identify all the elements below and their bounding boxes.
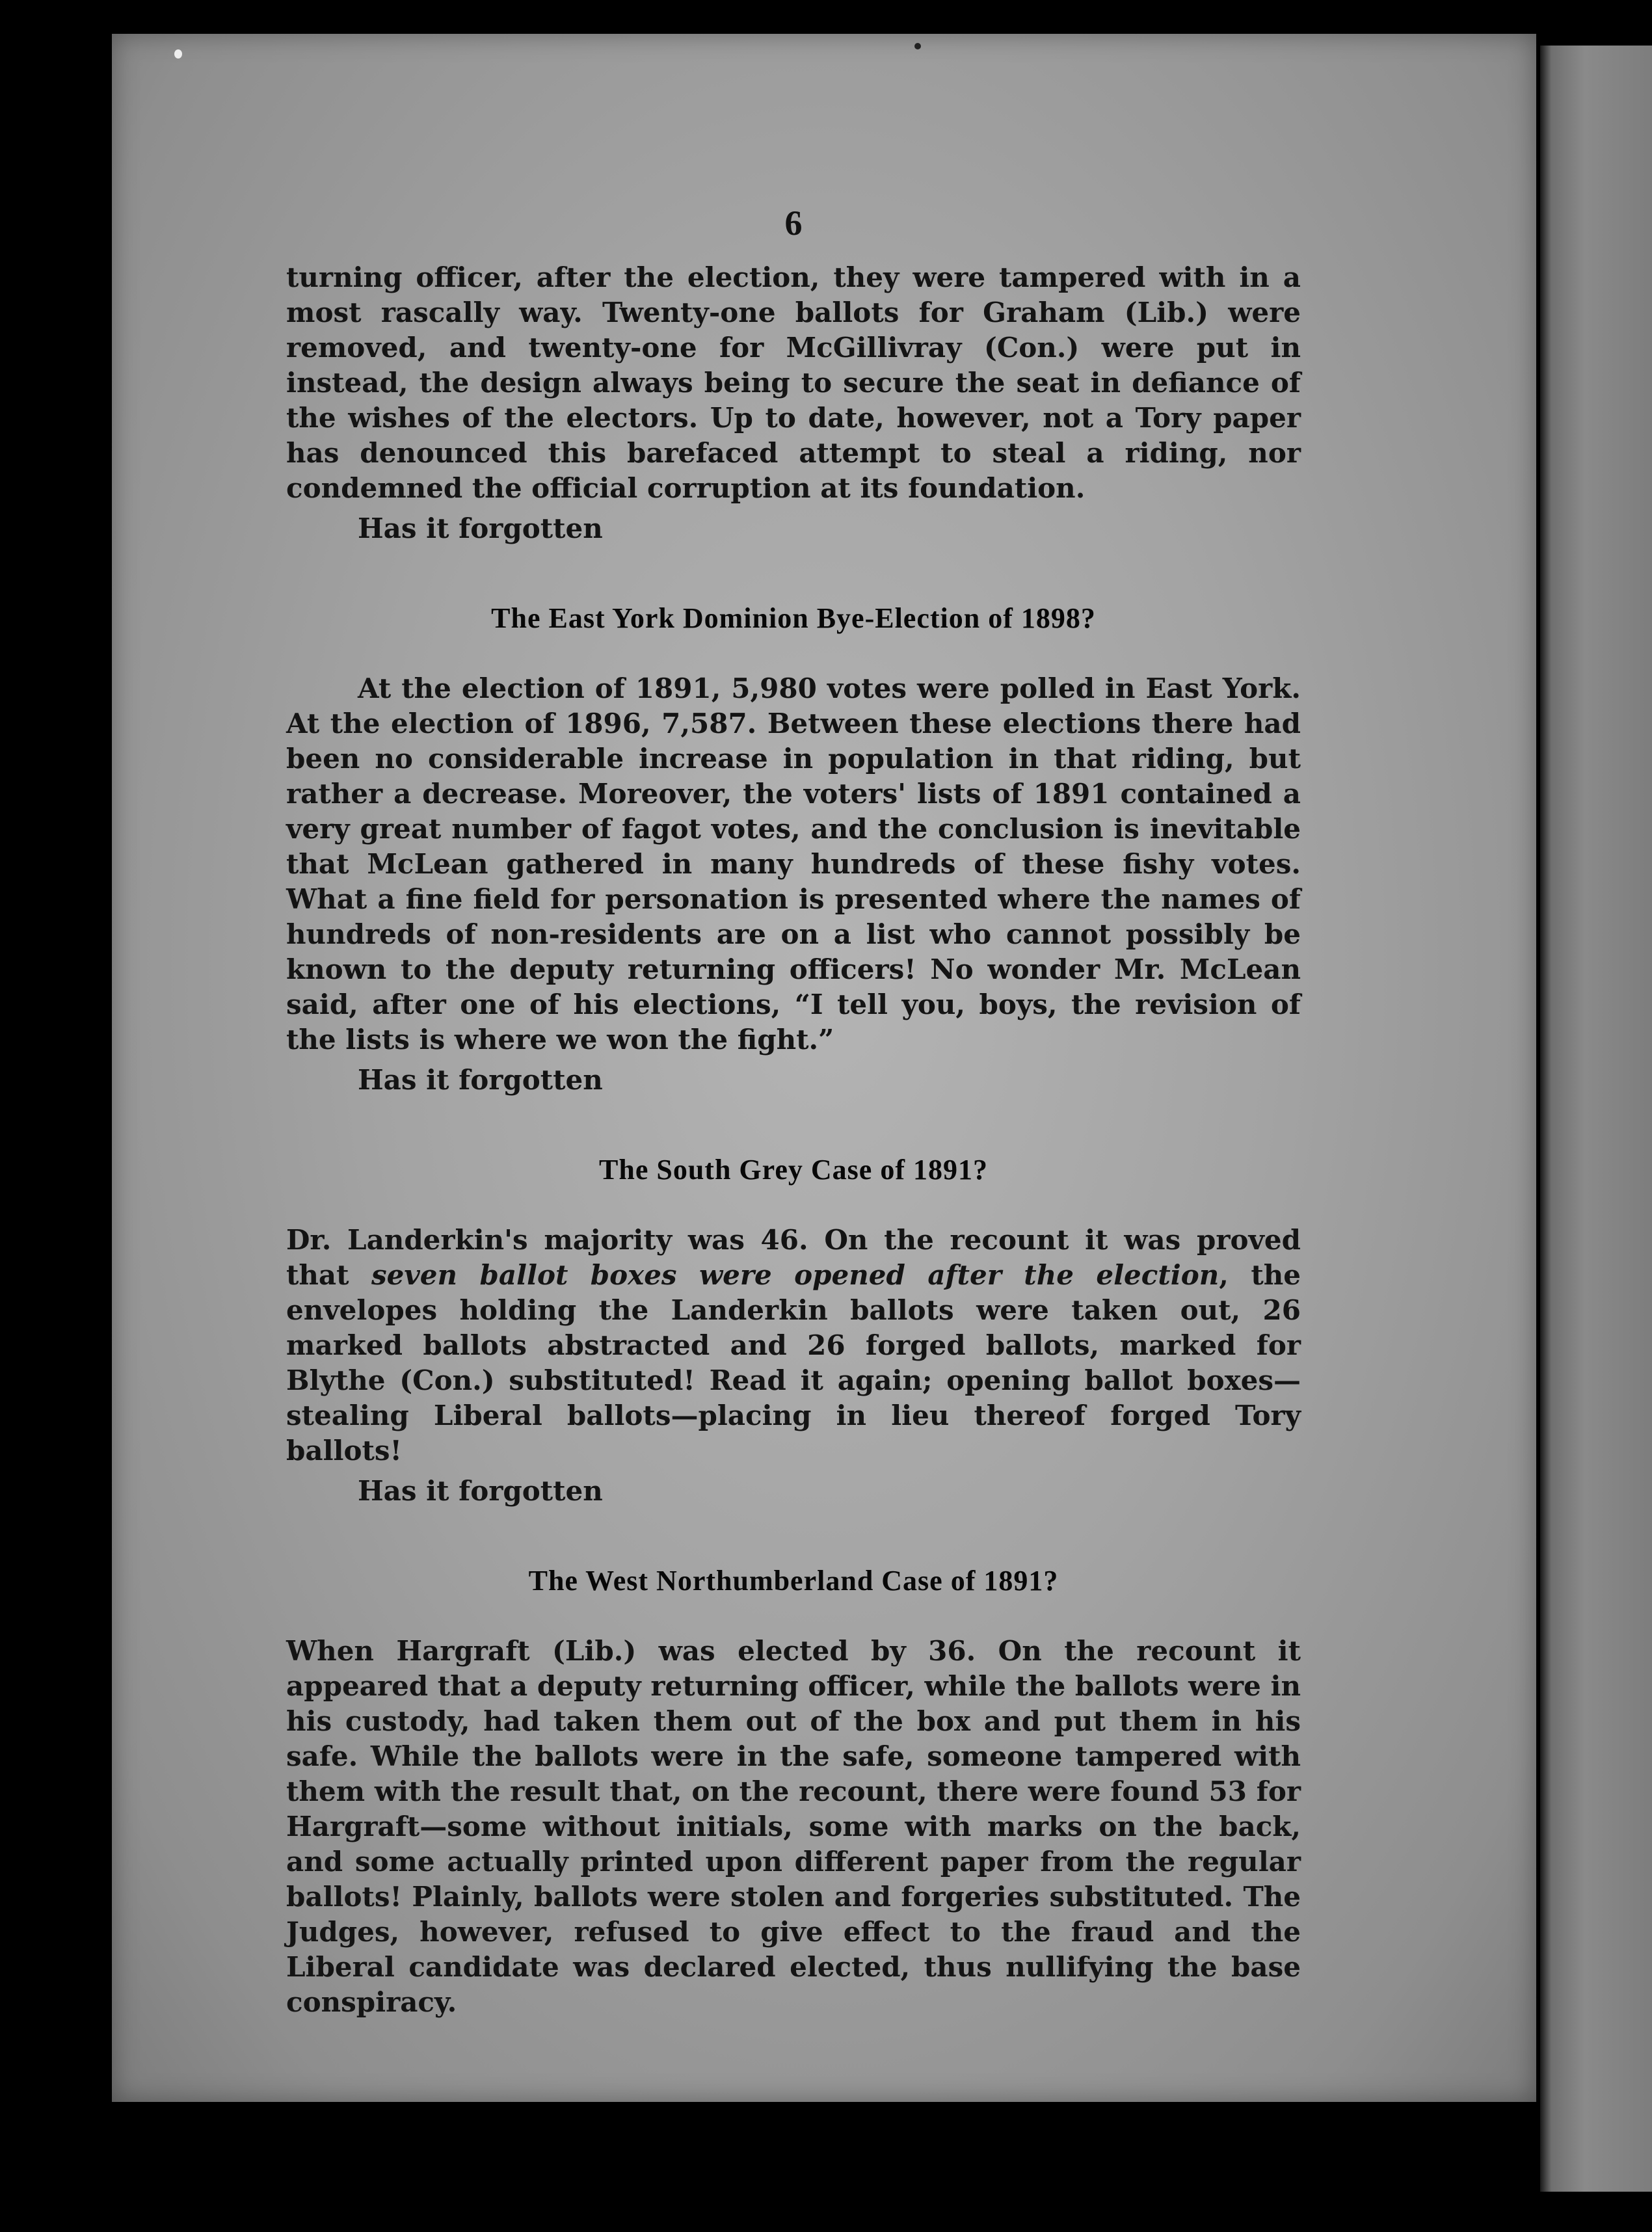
- dust-speck: [914, 43, 921, 49]
- section-west-northumberland: [286, 1563, 1301, 2020]
- paragraph-emphasis: seven ballot boxes were opened after the election: [371, 1259, 1219, 1291]
- section-graham-case: [286, 260, 1301, 546]
- section-heading: The West Northumberland Case of 1891?: [528, 1565, 1059, 1597]
- paragraph-text-start: Dr. Landerkin's majority was 46. On the recount it was proved that: [286, 1224, 1301, 1291]
- section-paragraph: At the election of 1891, 5,980 votes were polled in East York. At the election of 1896, 7,587. Between these elections there had been no considerable increase in population in that riding, but rather a decrease. Moreover, the voters' lists of 1891 contained a very great number of fagot votes, and the conclusion is inevitable that McLean gathered in many hundreds of these fishy votes. What a fine field for personation is presented where the names of hundreds of non-residents are on a list who cannot possibly be known to the deputy returning officers! No wonder Mr. McLean said, after one of his elections, “I tell you, boys, the revision of the lists is where we won the fight.”: [286, 672, 1301, 1056]
- section-paragraph: turning officer, after the election, they were tampered with in a most rascally way. Twenty-one ballots for Graham (Lib.) were removed, and twenty-one for McGillivray (Con.) were put in instead, the design always being to secure the seat in defiance of the wishes of the electors. Up to date, however, not a Tory paper has denounced this barefaced attempt to steal a riding, nor condemned the official corruption at its foundation.: [286, 261, 1301, 504]
- section-paragraph: [286, 1223, 1301, 1468]
- paragraph-text-end: , the envelopes holding the Landerkin ballots were taken out, 26 marked ballots abstracted and 26 forged ballots, marked for Blythe (Con.) substituted! Read it again; opening ballot boxes—stealing Liberal ballots—placing in lieu thereof forged Tory ballots!: [286, 1259, 1301, 1467]
- section-heading: The South Grey Case of 1891?: [599, 1154, 988, 1186]
- has-it-forgotten-line: Has it forgotten: [358, 1064, 603, 1096]
- page-number: 6: [784, 204, 803, 243]
- has-it-forgotten-line: Has it forgotten: [358, 512, 603, 544]
- section-heading: The East York Dominion Bye-Election of 1898?: [491, 602, 1096, 634]
- has-it-forgotten-line: Has it forgotten: [358, 1475, 603, 1507]
- adjacent-page-edge: [1540, 46, 1652, 2192]
- section-paragraph: When Hargraft (Lib.) was elected by 36. On the recount it appeared that a deputy returning officer, while the ballots were in his custody, had taken them out of the box and put them in his safe. While the ballots were in the safe, someone tampered with them with the result that, on the recount, there were found 53 for Hargraft—some without initials, some with marks on the back, and some actually printed upon different paper from the regular ballots! Plainly, ballots were stolen and forgeries substituted. The Judges, however, refused to give effect to the fraud and the Liberal candidate was declared elected, thus nullifying the base conspiracy.: [286, 1635, 1301, 2018]
- dust-speck: [174, 49, 182, 59]
- section-south-grey: [286, 1152, 1301, 1509]
- article-body: [286, 260, 1301, 2020]
- section-east-york: [286, 601, 1301, 1098]
